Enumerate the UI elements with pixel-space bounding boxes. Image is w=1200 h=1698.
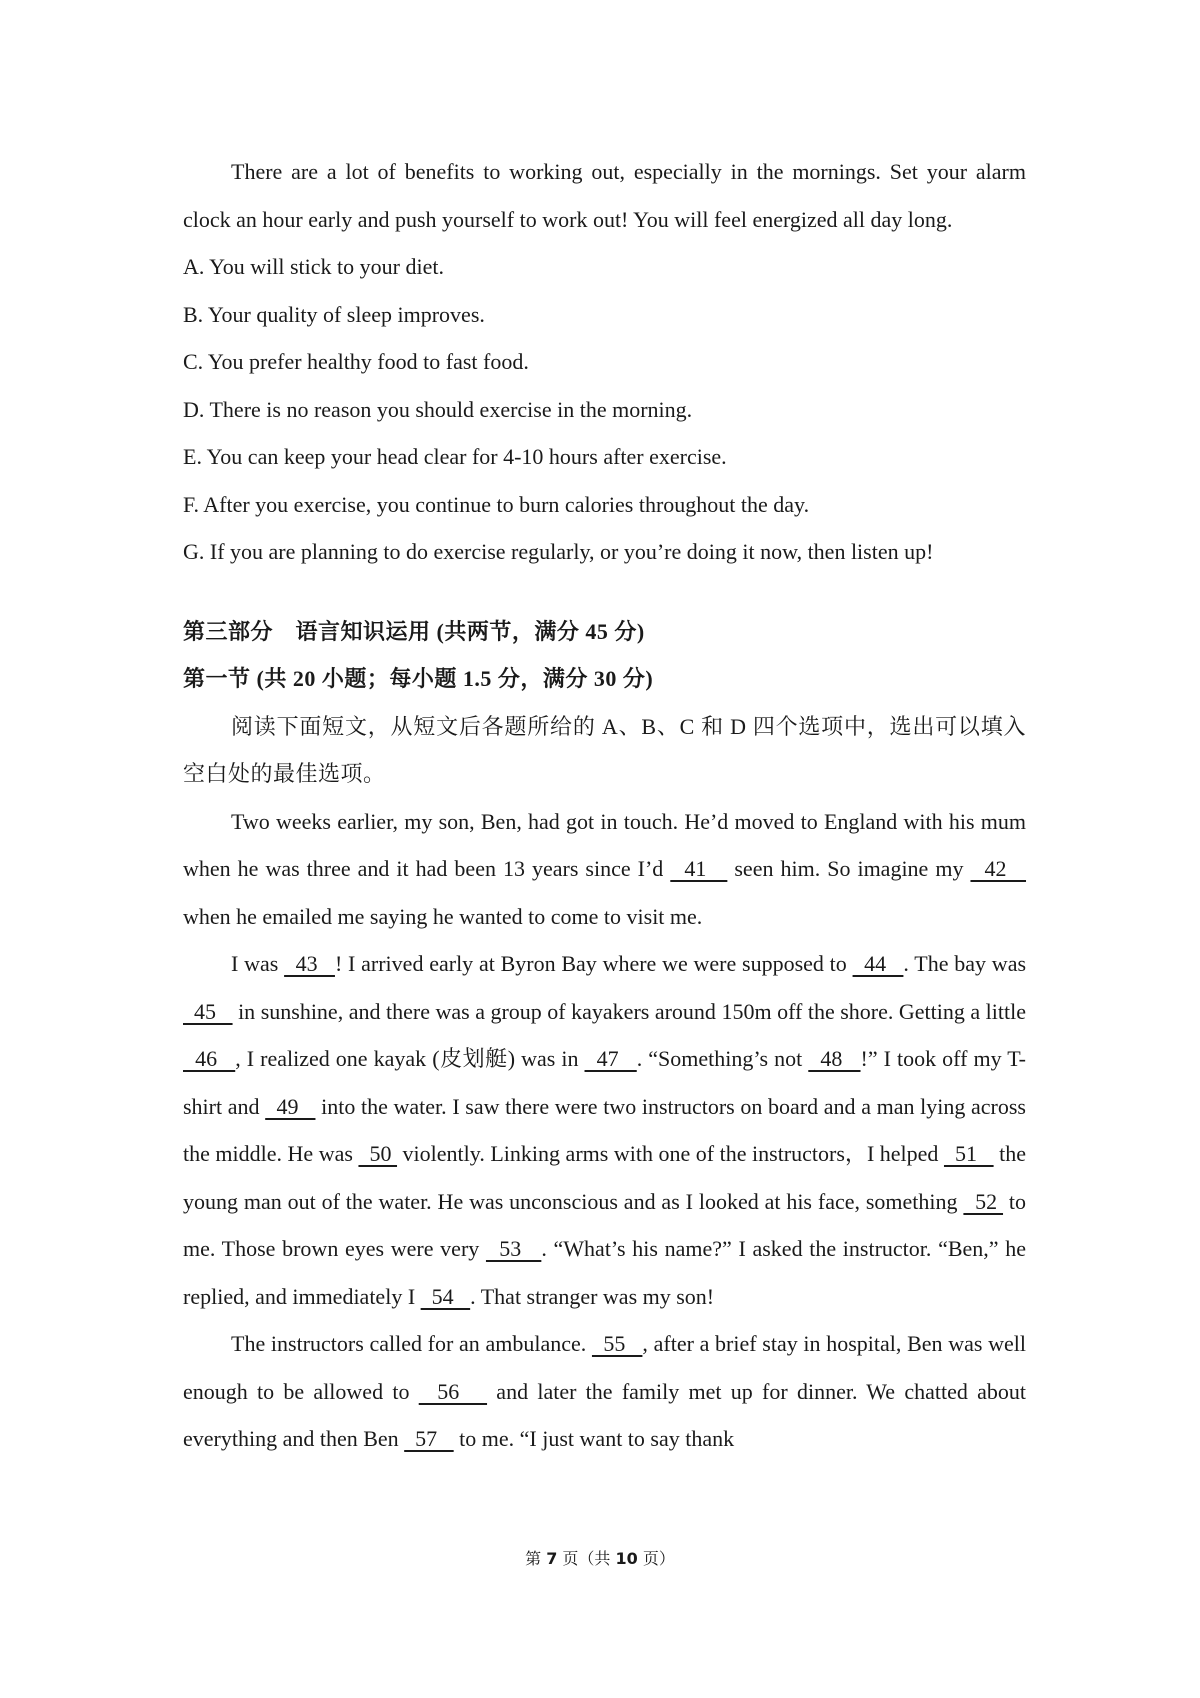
option-g: G. If you are planning to do exercise regularly, or you’re doing it now, then listen up! bbox=[183, 539, 934, 564]
option-a: A. You will stick to your diet. bbox=[183, 254, 444, 279]
passage-text: , I realized one kayak (皮划艇) was in bbox=[235, 1046, 585, 1071]
passage-text: . The bay was bbox=[903, 951, 1027, 976]
passage-text: . That stranger was my son! bbox=[470, 1283, 715, 1309]
passage-text: to me. Those brown eyes were very bbox=[183, 1188, 1027, 1261]
passage-text: !” I took off my T-shirt and bbox=[183, 1046, 1026, 1119]
passage-text: . “Something’s not bbox=[636, 1046, 809, 1071]
blank-46: 46 bbox=[183, 1046, 236, 1071]
page-footer bbox=[0, 1546, 1200, 1569]
passage-text: I was bbox=[231, 951, 285, 976]
page-content bbox=[183, 148, 1026, 1463]
footer-suffix: 页） bbox=[637, 1549, 675, 1568]
option-list bbox=[183, 243, 1026, 576]
blank-43: 43 bbox=[284, 951, 335, 976]
section-heading: 第一节 (共 20 小题；每小题 1.5 分，满分 30 分) bbox=[183, 666, 654, 691]
blank-44: 44 bbox=[852, 951, 904, 976]
blank-57: 57 bbox=[404, 1426, 454, 1451]
blank-55: 55 bbox=[591, 1331, 643, 1356]
instruction-text: 阅读下面短文，从短文后各题所给的 A、B、C 和 D 四个选项中，选出可以填入空白处的最佳选项。 bbox=[183, 713, 1026, 786]
passage-text: seen him. So imagine my bbox=[727, 856, 971, 881]
blank-50: 50 bbox=[358, 1141, 398, 1166]
passage-paragraph-3 bbox=[183, 1320, 1026, 1463]
option-c: C. You prefer healthy food to fast food. bbox=[183, 349, 529, 374]
passage-paragraph-2 bbox=[183, 940, 1026, 1320]
passage-text: , after a brief stay in hospital, Ben was well enough to be allowed to bbox=[183, 1331, 1026, 1404]
footer-page-number: 7 bbox=[546, 1549, 558, 1568]
passage-text: into the water. I saw there were two instructors on board and a man lying across the middle. He was bbox=[183, 1093, 1026, 1166]
blank-49: 49 bbox=[265, 1093, 316, 1119]
passage-paragraph-1 bbox=[183, 798, 1026, 941]
passage-text: ! I arrived early at Byron Bay where we were supposed to bbox=[334, 951, 853, 976]
footer-prefix: 第 bbox=[525, 1549, 547, 1568]
intro-paragraph: There are a lot of benefits to working out, especially in the mornings. Set your alarm clock an hour early and push yourself to work out! You will feel energized all day long. bbox=[183, 159, 1026, 232]
blank-47: 47 bbox=[584, 1046, 637, 1071]
option-e: E. You can keep your head clear for 4-10 hours after exercise. bbox=[183, 444, 727, 469]
option-d: D. There is no reason you should exercise in the morning. bbox=[183, 396, 693, 422]
blank-42: 42 bbox=[970, 856, 1027, 881]
footer-middle: 页（共 bbox=[557, 1549, 616, 1568]
passage-text: The instructors called for an ambulance. bbox=[231, 1331, 592, 1356]
passage-text: in sunshine, and there was a group of kayakers around 150m off the shore. Getting a little bbox=[232, 998, 1026, 1024]
passage-text: Two weeks earlier, my son, Ben, had got in touch. He’d moved to England with his mum when he was three and it had been 13 years since I’d bbox=[183, 808, 1026, 881]
blank-41: 41 bbox=[670, 856, 728, 881]
option-b: B. Your quality of sleep improves. bbox=[183, 301, 485, 327]
passage-text: violently. Linking arms with one of the instructors，I helped bbox=[397, 1141, 944, 1166]
blank-52: 52 bbox=[963, 1188, 1004, 1214]
blank-54: 54 bbox=[420, 1283, 471, 1309]
blank-45: 45 bbox=[183, 998, 233, 1024]
passage-text: . “What’s his name?” I asked the instructor. “Ben,” he replied, and immediately I bbox=[183, 1236, 1026, 1309]
blank-56: 56 bbox=[418, 1378, 488, 1404]
passage-text: the young man out of the water. He was unconscious and as I looked at his face, something bbox=[183, 1141, 1026, 1214]
blank-51: 51 bbox=[943, 1141, 994, 1166]
part-heading: 第三部分 语言知识运用 (共两节，满分 45 分) bbox=[183, 618, 645, 644]
option-f: F. After you exercise, you continue to burn calories throughout the day. bbox=[183, 491, 810, 517]
blank-48: 48 bbox=[808, 1046, 861, 1071]
section-spacer bbox=[183, 576, 1026, 608]
footer-total-pages: 10 bbox=[615, 1549, 638, 1568]
passage-text: when he emailed me saying he wanted to come to visit me. bbox=[183, 903, 703, 929]
blank-53: 53 bbox=[485, 1236, 542, 1261]
passage-text: and later the family met up for dinner. We chatted about everything and then Ben bbox=[183, 1378, 1026, 1451]
passage-text: to me. “I just want to say thank bbox=[453, 1426, 735, 1451]
